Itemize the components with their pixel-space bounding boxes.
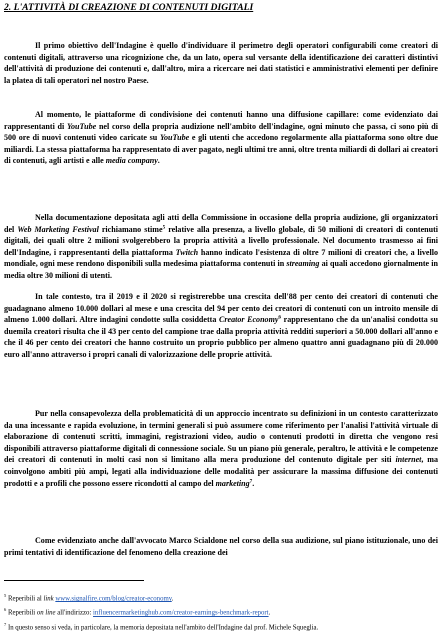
footnote-ref-7[interactable]: 7 bbox=[249, 477, 253, 484]
footnote-ref-6[interactable]: 6 bbox=[278, 314, 282, 321]
footnote-ref-5[interactable]: 5 bbox=[162, 223, 166, 230]
footnote-6-link[interactable]: influencermarketinghub.com/creator-earnings-benchmark-report bbox=[93, 609, 269, 617]
section-heading: 2. L'ATTIVITÀ DI CREAZIONE DI CONTENUTI DIGITALI bbox=[4, 2, 254, 13]
paragraph-web-marketing-festival: Nella documentazione depositata agli atti della Commissione in occasione della propria audizione, gli organizzatori del Web Marketing Festival richiamano stime$^5$ relative alla presenza, a livello globale, di 50 milioni di creatori di contenuti digitali, dei quali oltre 2 milioni svolgerebbero la propria attività a livello professionale. Nel documento trasmesso ai fini dell'Indagine, i rappresentanti della piattaforma Twitch hanno indicato l'esistenza di oltre 7 milioni di creatori che, a livello mondiale, ogni mese rendono disponibili sulla medesima piattaforma contenuti in streaming ai quali accedono giornalmente in media oltre 30 milioni di utenti. bbox=[4, 213, 439, 280]
paragraph-scialdone: Come evidenziato anche dall'avvocato Marco Scialdone nel corso della sua audizione, sul piano istituzionale, uno dei primi tentativi di identificazione del fenomeno della creazione dei bbox=[4, 536, 438, 557]
footnote-7: $^7$ In questo senso si veda, in particolare, la memoria depositata nell'ambito dell'Indagine dal prof. Michele Squeglia. bbox=[4, 621, 319, 631]
paragraph-objective: Il primo obiettivo dell'Indagine è quello d'individuare il perimetro degli operatori configurabili come creatori di contenuti digitali, attraverso una ricognizione che, da un lato, opera sul versante della identificazione dei caratteri distintivi dell'attività di produzione dei contenuti e, dall'altro, mira a ricercare nei dati statistici e amministrativi elementi per definire la platea di tali operatori nel nostro Paese. bbox=[4, 41, 438, 85]
paragraph-youtube: Al momento, le piattaforme di condivisione dei contenuti hanno una diffusione capillare: come evidenziato dai rappresentanti di YouTube nel corso della propria audizione nell'ambito dell'indagine, ogni minuto che passa, ci sono più di 500 ore di nuovi contenuti video caricate su YouTube e gli utenti che accedono regolarmente alla piattaforma sono oltre due miliardi. La stessa piattaforma ha rappresentato di aver pagato, negli ultimi tre anni, oltre trenta miliardi di dollari ai creatori di contenuti, agli artisti e alle media company. bbox=[4, 110, 438, 166]
footnote-6: $^6$ Reperibili on line all'indirizzo: influencermarketinghub.com/creator-earnings-benchmark-report. bbox=[4, 607, 271, 617]
footnotes bbox=[4, 590, 440, 633]
paragraph-definition: Pur nella consapevolezza della problematicità di un approccio incentrato su definizioni in un contesto caratterizzato da una incessante e rapida evoluzione, in termini generali si può assumere come riferimento per l'analisi l'attività virtuale di elaborazione di contenuti scritti, immagini, registrazioni video, audio o contenuti prodotti in diretta che vengono resi disponibili attraverso piattaforme digitali di connessione sociale. Su un piano più generale, peraltro, le attività e le competenze dei creatori di contenuti in molti casi non si limitano alla mera produzione del contenuto digitale per siti internet, ma coinvolgono ambiti più ampi, legati alla individuazione delle modalità per assicurare la massima diffusione dei contenuti prodotti e a profili che possono essere ricondotti al campo del marketing$^7$. bbox=[4, 409, 439, 488]
paragraph-creator-economy: In tale contesto, tra il 2019 e il 2020 si registrerebbe una crescita dell'88 per cento dei creatori di contenuti che guadagnano almeno 10.000 dollari al mese e una crescita del 94 per cento dei creatori di contenuti con un introito mensile di almeno 1.000 dollari. Altre indagini condotte sulla cosiddetta Creator Economy$^6$ rappresentano che da un'analisi condotta su duemila creatori risulta che il 43 per cento del campione trae dalla propria attività redditi superiori a 50.000 dollari all'anno e che il 46 per cento dei creatori che hanno costruito un proprio pubblico per almeno quattro anni guadagnano più di 20.000 euro all'anno attraverso i propri canali di valorizzazione delle proprie attività. bbox=[4, 292, 438, 359]
footnote-5-link[interactable]: www.signalfire.com/blog/creator-economy bbox=[55, 595, 172, 603]
footnote-separator bbox=[4, 580, 144, 581]
footnote-5: $^5$ Reperibili al link www.signalfire.com/blog/creator-economy. bbox=[4, 593, 174, 603]
